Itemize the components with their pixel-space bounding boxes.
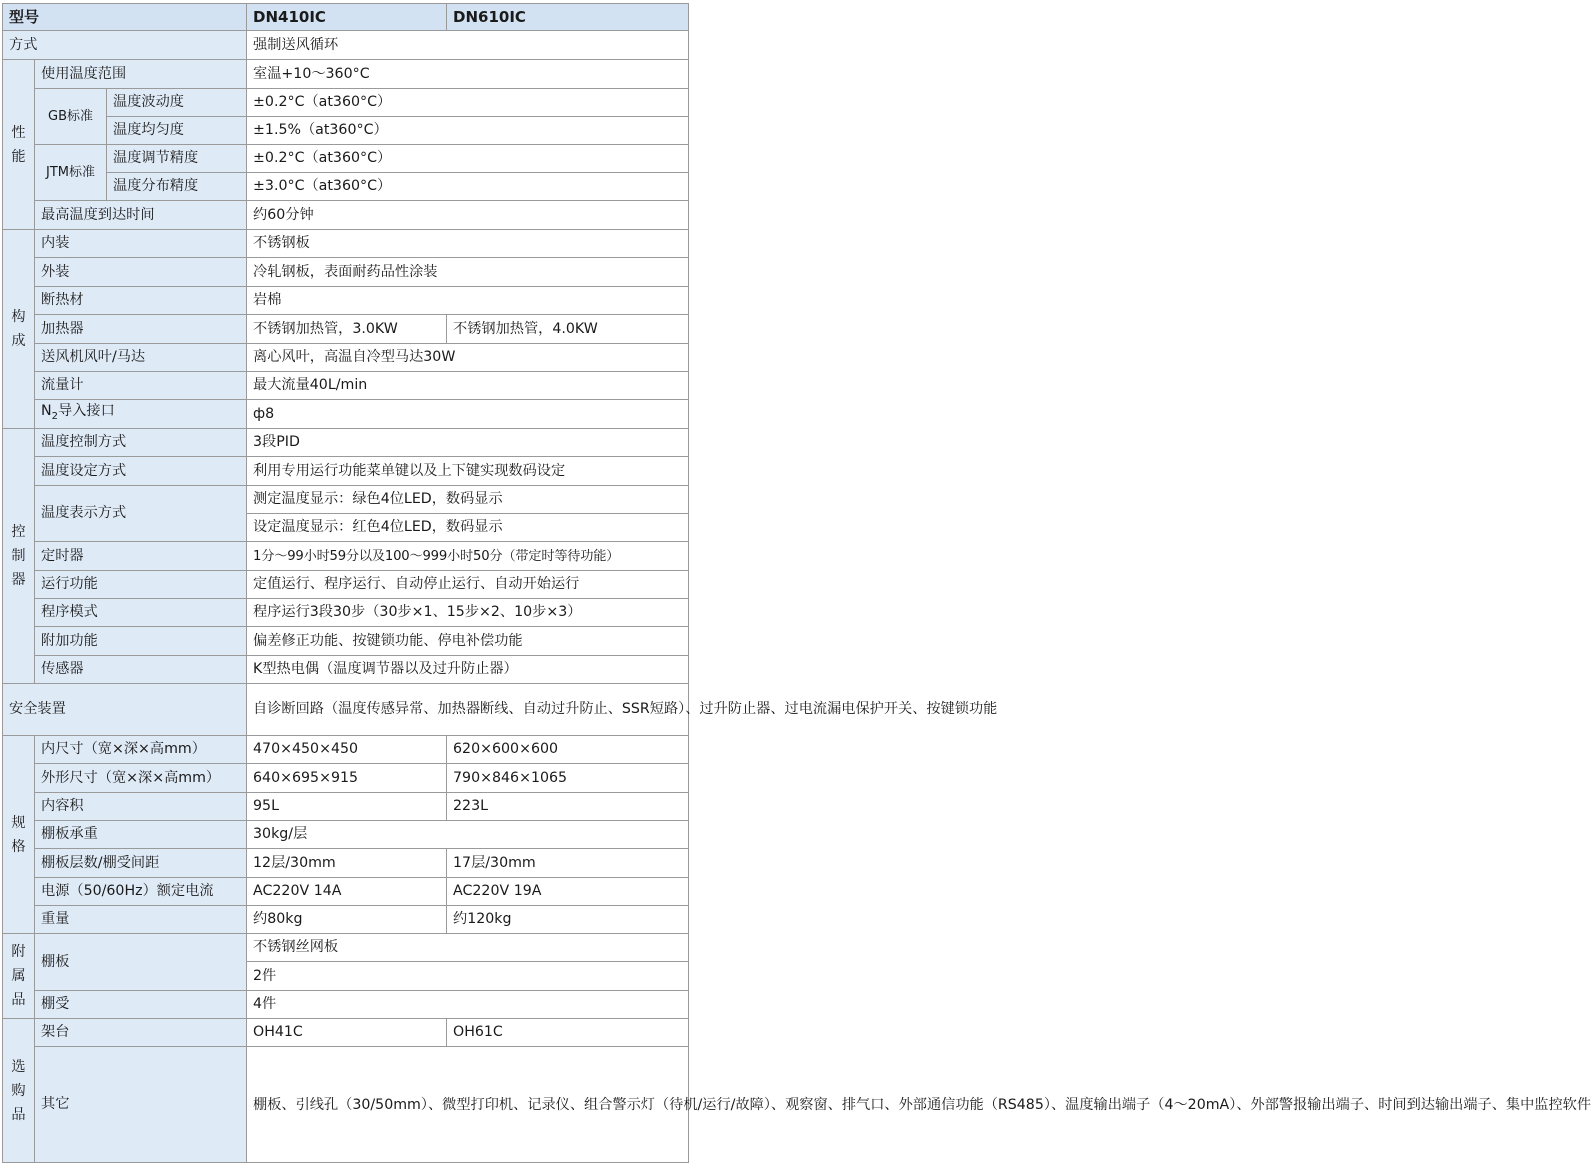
uniformity-label: 温度均匀度 bbox=[107, 117, 247, 145]
control-precision-label: 温度调节精度 bbox=[107, 145, 247, 173]
shelf-count-value-b: 17层/30mm bbox=[447, 849, 689, 878]
model-label: 型号 bbox=[3, 4, 247, 31]
sensor-value: K型热电偶（温度调节器以及过升防止器） bbox=[247, 656, 689, 684]
display-method-value-2: 设定温度显示：红色4位LED，数码显示 bbox=[247, 514, 689, 542]
setting-method-row bbox=[3, 457, 689, 486]
exterior-label: 外装 bbox=[35, 258, 247, 287]
interior-value: 不锈钢板 bbox=[247, 230, 689, 258]
distribution-precision-value: ±3.0°C（at360°C） bbox=[247, 173, 689, 201]
uniformity-value: ±1.5%（at360°C） bbox=[247, 117, 689, 145]
shelf-count-label: 棚板层数/棚受间距 bbox=[35, 849, 247, 878]
power-value-b: AC220V 19A bbox=[447, 878, 689, 906]
fluctuation-label: 温度波动度 bbox=[107, 89, 247, 117]
stand-label: 架台 bbox=[35, 1019, 247, 1047]
control-method-row bbox=[3, 429, 689, 457]
n2-value: ф8 bbox=[247, 400, 689, 429]
inner-size-row bbox=[3, 736, 689, 764]
power-value-a: AC220V 14A bbox=[247, 878, 447, 906]
sensor-label: 传感器 bbox=[35, 656, 247, 684]
insulation-value: 岩棉 bbox=[247, 287, 689, 315]
other-value: 棚板、引线孔（30/50mm）、微型打印机、记录仪、组合警示灯（待机/运行/故障）、观察窗、排气口、外部通信功能（RS485）、温度输出端子（4～20mA）、外部警报输出端子、时间到达输出端子、集中监控软件 bbox=[247, 1047, 689, 1163]
outer-size-label: 外形尺寸（宽×深×高mm） bbox=[35, 764, 247, 793]
control-method-value: 3段PID bbox=[247, 429, 689, 457]
shelf-value-2: 2件 bbox=[247, 962, 689, 991]
outer-size-value-a: 640×695×915 bbox=[247, 764, 447, 793]
weight-value-a: 约80kg bbox=[247, 906, 447, 934]
stand-value-b: OH61C bbox=[447, 1019, 689, 1047]
accessories-group bbox=[3, 934, 35, 1019]
setting-method-label: 温度设定方式 bbox=[35, 457, 247, 486]
outer-size-row bbox=[3, 764, 689, 793]
other-label: 其它 bbox=[35, 1047, 247, 1163]
jtm-standard-label: JTM标准 bbox=[35, 145, 107, 201]
fan-row bbox=[3, 344, 689, 372]
volume-value-b: 223L bbox=[447, 793, 689, 821]
n2-label-sub: 2 bbox=[51, 410, 58, 422]
max-time-label: 最高温度到达时间 bbox=[35, 201, 247, 230]
fluctuation-value: ±0.2°C（at360°C） bbox=[247, 89, 689, 117]
volume-row bbox=[3, 793, 689, 821]
weight-row bbox=[3, 906, 689, 934]
safety-label: 安全装置 bbox=[3, 684, 247, 736]
control-precision-row bbox=[3, 145, 689, 173]
display-method-label: 温度表示方式 bbox=[35, 486, 247, 542]
display-method-row bbox=[3, 486, 689, 514]
performance-group bbox=[3, 60, 35, 230]
run-function-label: 运行功能 bbox=[35, 571, 247, 599]
control-method-label: 温度控制方式 bbox=[35, 429, 247, 457]
safety-row bbox=[3, 684, 689, 736]
run-function-value: 定值运行、程序运行、自动停止运行、自动开始运行 bbox=[247, 571, 689, 599]
shelf-value-1: 不锈钢丝网板 bbox=[247, 934, 689, 962]
construction-group bbox=[3, 230, 35, 429]
flowmeter-label: 流量计 bbox=[35, 372, 247, 400]
shelf-load-label: 棚板承重 bbox=[35, 821, 247, 849]
extra-function-value: 偏差修正功能、按键锁功能、停电补偿功能 bbox=[247, 627, 689, 656]
interior-row bbox=[3, 230, 689, 258]
extra-function-label: 附加功能 bbox=[35, 627, 247, 656]
method-label: 方式 bbox=[3, 31, 247, 60]
max-time-row bbox=[3, 201, 689, 230]
stand-value-a: OH41C bbox=[247, 1019, 447, 1047]
method-value: 强制送风循环 bbox=[247, 31, 689, 60]
program-mode-row bbox=[3, 599, 689, 627]
extra-function-row bbox=[3, 627, 689, 656]
shelf-support-row bbox=[3, 991, 689, 1019]
specs-group bbox=[3, 736, 35, 934]
n2-label-pre: N bbox=[41, 403, 52, 420]
interior-label: 内装 bbox=[35, 230, 247, 258]
weight-label: 重量 bbox=[35, 906, 247, 934]
inner-size-value-b: 620×600×600 bbox=[447, 736, 689, 764]
exterior-value: 冷轧钢板，表面耐药品性涂装 bbox=[247, 258, 689, 287]
shelf-row bbox=[3, 934, 689, 962]
flowmeter-value: 最大流量40L/min bbox=[247, 372, 689, 400]
fan-value: 离心风叶，高温自冷型马达30W bbox=[247, 344, 689, 372]
outer-size-value-b: 790×846×1065 bbox=[447, 764, 689, 793]
timer-row bbox=[3, 542, 689, 571]
distribution-precision-label: 温度分布精度 bbox=[107, 173, 247, 201]
power-label: 电源（50/60Hz）额定电流 bbox=[35, 878, 247, 906]
shelf-load-row bbox=[3, 821, 689, 849]
shelf-load-value: 30kg/层 bbox=[247, 821, 689, 849]
performance-group-label: 性能 bbox=[11, 124, 26, 165]
max-time-value: 约60分钟 bbox=[247, 201, 689, 230]
weight-value-b: 约120kg bbox=[447, 906, 689, 934]
sensor-row bbox=[3, 656, 689, 684]
inner-size-label: 内尺寸（宽×深×高mm） bbox=[35, 736, 247, 764]
volume-label: 内容积 bbox=[35, 793, 247, 821]
model-a: DN410IC bbox=[247, 4, 447, 31]
header-row bbox=[3, 4, 689, 31]
setting-method-value: 利用专用运行功能菜单键以及上下键实现数码设定 bbox=[247, 457, 689, 486]
volume-value-a: 95L bbox=[247, 793, 447, 821]
fluctuation-row bbox=[3, 89, 689, 117]
temp-range-value: 室温+10～360°C bbox=[247, 60, 689, 89]
n2-label bbox=[35, 400, 247, 429]
heater-value-a: 不锈钢加热管，3.0KW bbox=[247, 315, 447, 344]
control-precision-value: ±0.2°C（at360°C） bbox=[247, 145, 689, 173]
stand-row bbox=[3, 1019, 689, 1047]
heater-value-b: 不锈钢加热管，4.0KW bbox=[447, 315, 689, 344]
shelf-support-value: 4件 bbox=[247, 991, 689, 1019]
options-group bbox=[3, 1019, 35, 1163]
temp-range-row bbox=[3, 60, 689, 89]
exterior-row bbox=[3, 258, 689, 287]
program-mode-value: 程序运行3段30步（30步×1、15步×2、10步×3） bbox=[247, 599, 689, 627]
temp-range-label: 使用温度范围 bbox=[35, 60, 247, 89]
flowmeter-row bbox=[3, 372, 689, 400]
other-row bbox=[3, 1047, 689, 1163]
n2-label-post: 导入接口 bbox=[58, 403, 115, 420]
specs-group-label: 规格 bbox=[11, 814, 26, 855]
program-mode-label: 程序模式 bbox=[35, 599, 247, 627]
timer-value: 1分～99小时59分以及100～999小时50分（带定时等待功能） bbox=[247, 542, 689, 571]
controller-group-label: 控制器 bbox=[11, 524, 26, 588]
shelf-label: 棚板 bbox=[35, 934, 247, 991]
timer-label: 定时器 bbox=[35, 542, 247, 571]
run-function-row bbox=[3, 571, 689, 599]
safety-value: 自诊断回路（温度传感异常、加热器断线、自动过升防止、SSR短路）、过升防止器、过电流漏电保护开关、按键锁功能 bbox=[247, 684, 689, 736]
heater-label: 加热器 bbox=[35, 315, 247, 344]
shelf-count-row bbox=[3, 849, 689, 878]
accessories-group-label: 附属品 bbox=[11, 944, 26, 1008]
insulation-row bbox=[3, 287, 689, 315]
gb-standard-label: GB标准 bbox=[35, 89, 107, 145]
model-b: DN610IC bbox=[447, 4, 689, 31]
fan-label: 送风机风叶/马达 bbox=[35, 344, 247, 372]
heater-row bbox=[3, 315, 689, 344]
method-row bbox=[3, 31, 689, 60]
controller-group bbox=[3, 429, 35, 684]
inner-size-value-a: 470×450×450 bbox=[247, 736, 447, 764]
shelf-support-label: 棚受 bbox=[35, 991, 247, 1019]
shelf-count-value-a: 12层/30mm bbox=[247, 849, 447, 878]
construction-group-label: 构成 bbox=[11, 309, 26, 349]
n2-row bbox=[3, 400, 689, 429]
options-group-label: 选购品 bbox=[11, 1058, 26, 1123]
display-method-value-1: 测定温度显示：绿色4位LED，数码显示 bbox=[247, 486, 689, 514]
insulation-label: 断热材 bbox=[35, 287, 247, 315]
spec-table bbox=[2, 3, 1591, 1163]
power-row bbox=[3, 878, 689, 906]
